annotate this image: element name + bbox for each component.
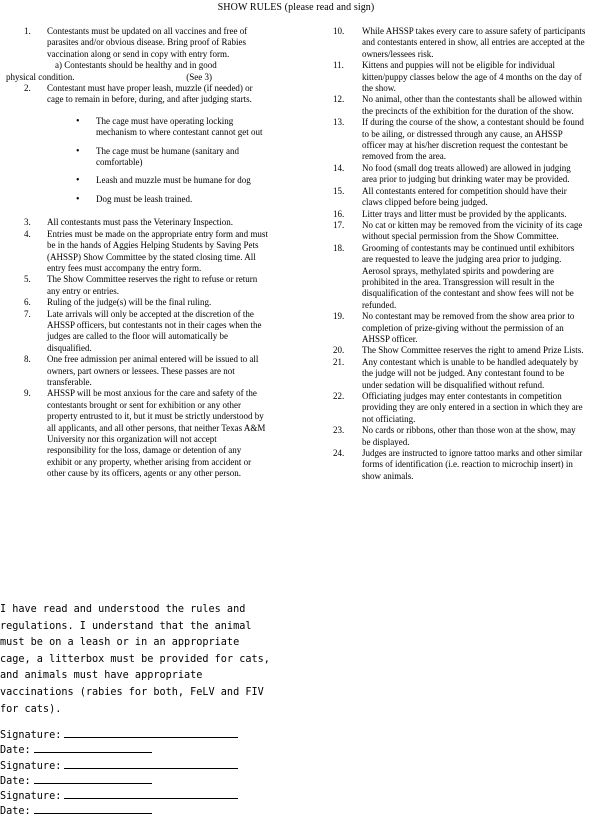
rule-number: 16.: [333, 208, 345, 219]
rule-item: [6, 297, 268, 308]
rule-item: [6, 354, 268, 388]
date-field[interactable]: [34, 802, 152, 814]
rules-left-column: [6, 26, 268, 480]
rule-number: 23.: [333, 425, 345, 436]
rule-text: No cat or kitten may be removed from the vicinity of its cage without special permission from the Show Committee.: [362, 219, 583, 242]
rule-text: One free admission per animal entered will be issued to all owners, part owners or lessees. These passes are not transferable.: [47, 354, 259, 387]
cage-requirements-list: [6, 116, 268, 205]
rule-text: Litter trays and litter must be provided by the applicants.: [362, 208, 567, 219]
rule-item: [331, 391, 586, 425]
rule-number: 19.: [333, 311, 345, 322]
page-title: SHOW RULES (please read and sign): [217, 2, 375, 13]
signature-field[interactable]: [64, 757, 238, 769]
rule-text: While AHSSP takes every care to assure safety of participants and contestants entered in show, all entries are accepted at the owners/lessees risk.: [362, 26, 586, 59]
signature-field[interactable]: [64, 726, 238, 738]
rule-text: The Show Committee reserves the right to refuse or return any entry or entries.: [47, 274, 258, 296]
list-item: • The cage must have operating locking mechanism to where contestant cannot get out: [6, 116, 266, 139]
date-row: [0, 741, 300, 756]
signature-block: [0, 726, 300, 818]
list-item: • Dog must be leash trained.: [6, 194, 266, 205]
date-field[interactable]: [34, 741, 152, 753]
rule-item: [331, 209, 586, 220]
date-field[interactable]: [34, 772, 152, 784]
rule-item: [6, 274, 268, 297]
rule-item: [331, 448, 586, 482]
rule-item: [6, 388, 268, 479]
signature-row: [0, 757, 300, 772]
rule-text: If during the course of the show, a contestant should be found to be ailing, or distressed through any cause, an AHSSP officer may at his/her discretion request the contestant be removed from the area.: [362, 117, 584, 162]
rule-number: 22.: [333, 391, 345, 401]
rule-text: AHSSP will be most anxious for the care and safety of the contestants brought or sent for exhibition or any other property entrusted to it, but it must be strictly understood by all applicants, and all other persons, that neither Texas A&M University nor this organization will not accept responsibility for the loss, damage or detention of any exhibit or any property, whether arising from accident or other cause by its officers, agents or any other person.: [47, 388, 266, 479]
rule-item: [331, 60, 586, 94]
rule-number: 4.: [24, 228, 31, 239]
rule-item: [6, 26, 268, 60]
rule-text: No cards or ribbons, other than those won at the show, may be displayed.: [362, 425, 576, 447]
rule-subitem-ref: (See 3): [186, 71, 212, 82]
rule-number: 2.: [24, 83, 31, 94]
rule-number: 18.: [333, 242, 345, 253]
rule-text: The Show Committee reserves the right to amend Prize Lists.: [362, 345, 584, 356]
rule-text: All contestants entered for competition should have their claws clipped before being judged.: [362, 185, 567, 208]
rule-item: [331, 94, 586, 117]
rule-number: 13.: [333, 117, 345, 128]
rule-text: Entries must be made on the appropriate entry form and must be in the hands of Aggies Helping Students by Saving Pets (AHSSP) Show Committee by the stated closing time. All entry fees must accompany the entry form.: [47, 228, 268, 273]
date-label: Date:: [0, 745, 31, 757]
signature-row: [0, 726, 300, 741]
signature-label: Signature:: [0, 791, 62, 803]
rule-number: 3.: [24, 217, 31, 228]
rule-number: 17.: [333, 219, 345, 230]
date-row: [0, 772, 300, 787]
rule-text: All contestants must pass the Veterinary Inspection.: [47, 217, 234, 228]
rule-number: 10.: [333, 26, 345, 36]
rules-right-column: [331, 26, 586, 482]
rule-item: [331, 345, 586, 356]
rule-item: [6, 217, 268, 228]
rule-item: [6, 83, 268, 106]
rule-item: [331, 163, 586, 186]
rule-text: Contestants must be updated on all vaccines and free of parasites and/or obvious disease. Bring proof of Rabies vaccination along or send in copy with entry form.: [47, 26, 248, 59]
rule-item: [331, 425, 586, 448]
rule-item: [331, 117, 586, 163]
rule-number: 5.: [24, 274, 31, 285]
rule-subitem: [6, 60, 268, 83]
rule-item: [6, 309, 268, 355]
rule-number: 9.: [24, 388, 31, 399]
rule-subitem-tail-text: physical condition.: [6, 71, 75, 82]
rule-text: Judges are instructed to ignore tattoo marks and other similar forms of identification (i.e. reaction to microchip insert) in show animals.: [362, 448, 583, 481]
rule-text: No contestant may be removed from the show area prior to completion of prize-giving without the permission of an AHSSP officer.: [362, 311, 575, 344]
list-item: • Leash and muzzle must be humane for dog: [6, 175, 266, 186]
rule-item: [331, 26, 586, 60]
date-label: Date:: [0, 775, 31, 787]
rule-item: [6, 229, 268, 275]
rule-text: Late arrivals will only be accepted at the discretion of the AHSSP officers, but contestants not in their cages when the judges are called to the floor will automatically be disqualified.: [47, 308, 262, 353]
rule-number: 20.: [333, 345, 345, 356]
rule-number: 14.: [333, 162, 345, 173]
rule-number: 8.: [24, 354, 31, 365]
rule-number: 24.: [333, 448, 345, 459]
rule-item: [331, 243, 586, 311]
rule-text: Officiating judges may enter contestants in competition providing they are only entered in a section in which they are not officiating.: [362, 391, 583, 424]
rule-number: 1.: [24, 26, 31, 36]
rule-text: Kittens and puppies will not be eligible for individual kitten/puppy classes below the age of 4 months on the day of the show.: [362, 60, 582, 94]
rule-item: [331, 311, 586, 345]
rule-number: 12.: [333, 94, 345, 105]
rule-subitem-tail: [6, 72, 212, 83]
signature-row: [0, 787, 300, 802]
rule-subitem-text: a) Contestants should be healthy and in good: [55, 60, 217, 71]
list-item: • The cage must be humane (sanitary and comfortable): [6, 146, 266, 169]
date-row: [0, 802, 300, 817]
rule-number: 15.: [333, 185, 345, 196]
rule-text: Any contestant which is unable to be handled adequately by the judge will not be judged. Any contestant found to be under sedation will be disqualified without refund.: [362, 356, 579, 390]
signature-field[interactable]: [64, 787, 238, 799]
rule-number: 7.: [24, 308, 31, 319]
rule-item: [331, 186, 586, 209]
rule-text: No animal, other than the contestants shall be allowed within the precincts of the exhibition for the duration of the show.: [362, 94, 582, 116]
signature-label: Signature:: [0, 730, 62, 741]
declaration-text: I have read and understood the rules and regulations. I understand that the animal must be on a leash or in an appropriate cage, a litterbox must be provided for cats, and animals must have appropriate vaccinations (rabies for both, FeLV and FIV for cats).: [0, 604, 270, 715]
rule-item: [331, 220, 586, 243]
date-label: Date:: [0, 806, 31, 818]
rule-number: 21.: [333, 356, 345, 367]
rule-number: 6.: [24, 297, 31, 308]
rule-text: Grooming of contestants may be continued until exhibitors are requested to leave the judging area prior to judging. Aerosol sprays, methylated spirits and powdering are prohibited in the area. Transgression will result in the disqualification of the contestant and show fees will not be refunded.: [362, 242, 575, 310]
rule-item: [331, 357, 586, 391]
signature-label: Signature:: [0, 760, 62, 772]
rule-text: No food (small dog treats allowed) are allowed in judging area prior to judging but drinking water may be provided.: [362, 162, 571, 185]
rule-text: Contestant must have proper leash, muzzle (if needed) or cage to remain in before, during, and after judging starts.: [47, 83, 253, 105]
rule-text: Ruling of the judge(s) will be the final ruling.: [47, 297, 212, 308]
rule-number: 11.: [333, 60, 344, 71]
